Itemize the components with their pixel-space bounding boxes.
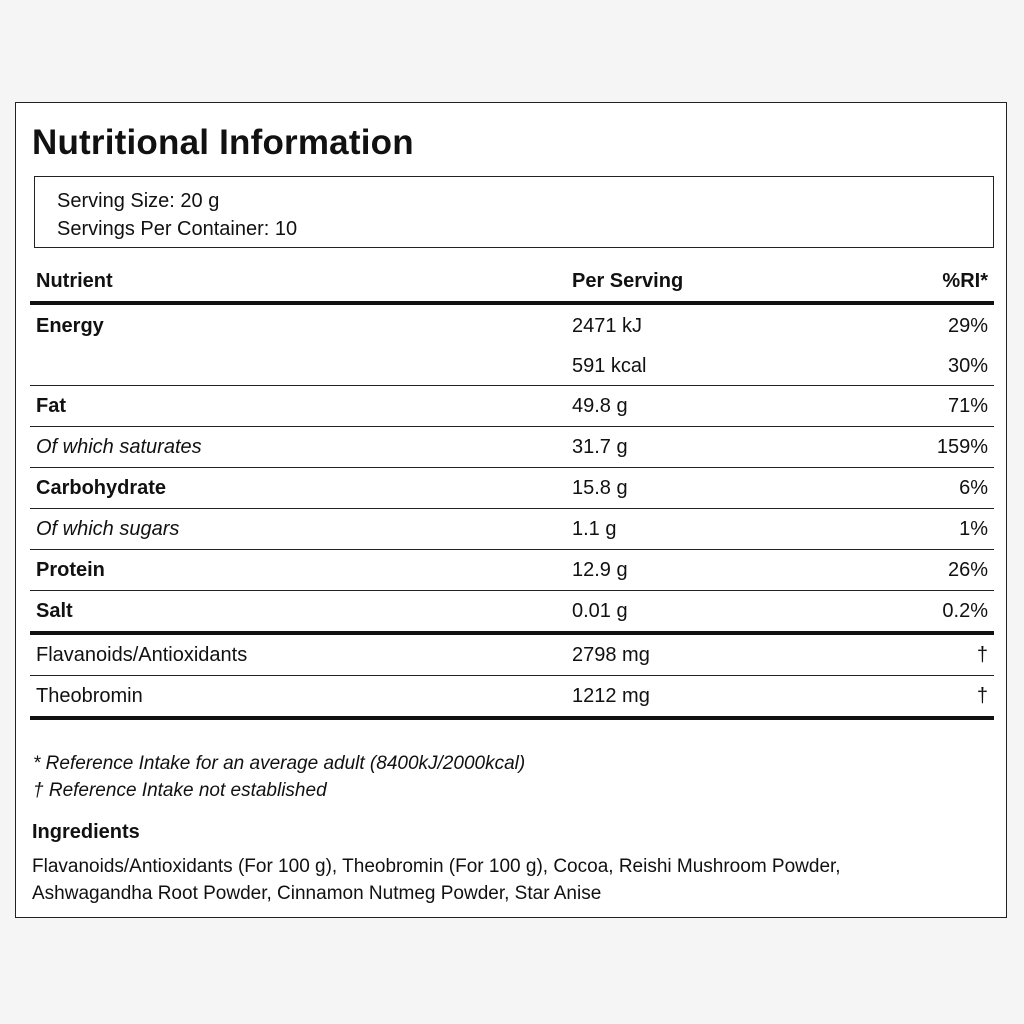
per-serving-value: 31.7 g	[566, 427, 878, 468]
table-row	[30, 633, 994, 676]
nutrient-name: Flavanoids/Antioxidants	[30, 633, 566, 676]
nutrient-name: Protein	[30, 550, 566, 591]
table-row	[30, 676, 994, 719]
ri-value: 0.2%	[878, 591, 994, 634]
per-serving-value: 12.9 g	[566, 550, 878, 591]
per-serving-value: 591 kcal	[566, 347, 878, 386]
ingredients-line: Ashwagandha Root Powder, Cinnamon Nutmeg Powder, Star Anise	[32, 883, 602, 904]
ri-value: 6%	[878, 468, 994, 509]
table-row	[30, 591, 994, 634]
ri-value: 159%	[878, 427, 994, 468]
ri-value: 30%	[878, 347, 994, 386]
per-serving-value: 0.01 g	[566, 591, 878, 634]
per-serving-value: 49.8 g	[566, 386, 878, 427]
page-title: Nutritional Information	[32, 123, 414, 162]
table-row	[30, 468, 994, 509]
ingredients-line: Flavanoids/Antioxidants (For 100 g), Theobromin (For 100 g), Cocoa, Reishi Mushroom Powder,	[32, 856, 841, 877]
table-row	[30, 509, 994, 550]
ri-value: 26%	[878, 550, 994, 591]
footnote-ri: * Reference Intake for an average adult (8400kJ/2000kcal)	[33, 753, 526, 774]
per-serving-value: 2798 mg	[566, 633, 878, 676]
serving-size: Serving Size: 20 g	[57, 190, 220, 212]
ri-value: †	[878, 633, 994, 676]
table-row	[30, 550, 994, 591]
per-serving-value: 1.1 g	[566, 509, 878, 550]
nutrient-name: Of which sugars	[30, 509, 566, 550]
ingredients-list	[32, 853, 932, 907]
table-row	[30, 427, 994, 468]
nutrient-name: Of which saturates	[30, 427, 566, 468]
servings-per-container: Servings Per Container: 10	[57, 218, 298, 240]
ri-value: 29%	[947, 314, 988, 337]
table-row	[30, 386, 994, 427]
header-nutrient: Nutrient	[30, 261, 566, 303]
per-serving-value: 2471 kJ	[572, 314, 643, 337]
table-row-energy-kcal	[30, 347, 994, 386]
footnotes	[33, 750, 525, 804]
nutrient-name: Fat	[30, 386, 566, 427]
footnote-not-established: † Reference Intake not established	[33, 780, 327, 801]
header-per-serving: Per Serving	[566, 261, 878, 303]
nutrient-name: Theobromin	[30, 676, 566, 719]
header-ri: %RI*	[878, 261, 994, 303]
nutrition-label-panel	[15, 102, 1007, 918]
ri-value: 1%	[878, 509, 994, 550]
table-header-row	[30, 261, 994, 303]
ingredients-heading: Ingredients	[32, 821, 140, 843]
nutrient-name: Salt	[30, 591, 566, 634]
nutrition-table	[30, 261, 994, 720]
per-serving-value: 15.8 g	[566, 468, 878, 509]
serving-info-box	[34, 176, 994, 248]
nutrient-name: Energy	[36, 314, 104, 337]
nutrient-name: Carbohydrate	[30, 468, 566, 509]
ri-value: †	[878, 676, 994, 719]
ri-value: 71%	[878, 386, 994, 427]
per-serving-value: 1212 mg	[566, 676, 878, 719]
table-row-energy-kj	[30, 303, 994, 347]
